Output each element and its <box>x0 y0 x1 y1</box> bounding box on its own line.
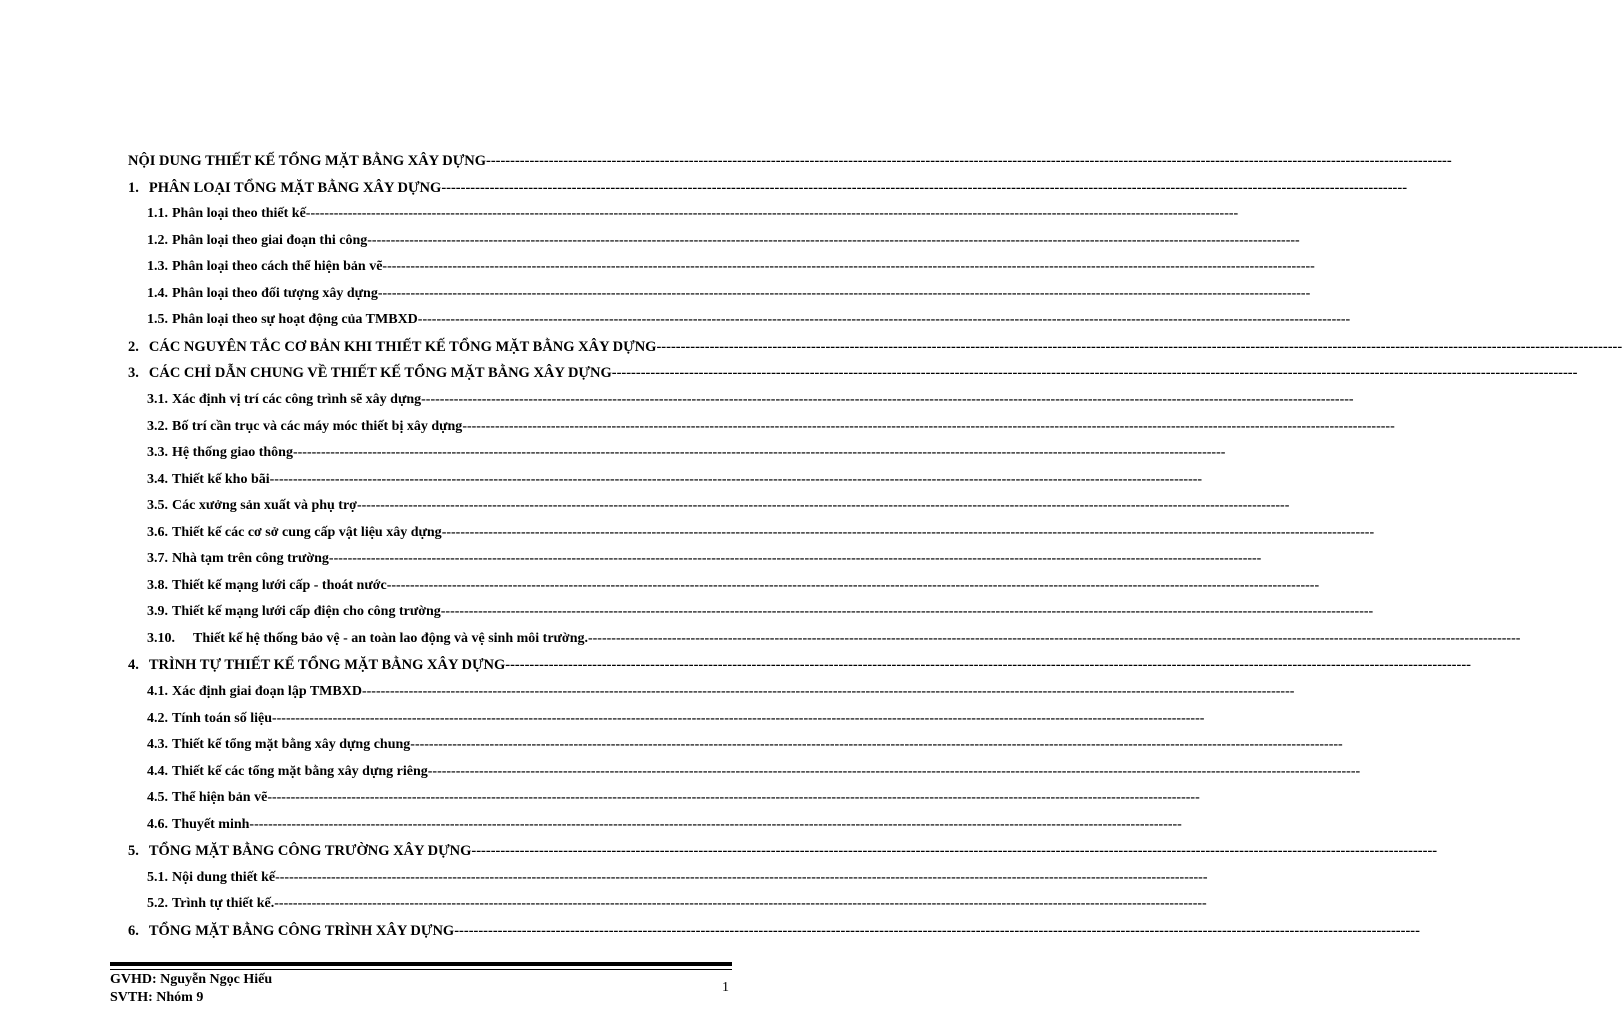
toc-dot-leader: -------------------------------------------------------------------------------------------------------------------------------------------------------------------------------------------------------- <box>249 816 1182 832</box>
toc-number: 4.1. <box>147 684 168 699</box>
toc-title: NỘI DUNG THIẾT KẾ TỔNG MẶT BẰNG XÂY DỰNG <box>128 153 486 169</box>
toc-title: CÁC NGUYÊN TẮC CƠ BẢN KHI THIẾT KẾ TỔNG MẶT BẰNG XÂY DỰNG <box>148 338 657 355</box>
toc-dot-leader: -------------------------------------------------------------------------------------------------------------------------------------------------------------------------------------------------------- <box>361 684 1295 699</box>
toc-dot-leader: -------------------------------------------------------------------------------------------------------------------------------------------------------------------------------------------------------- <box>305 206 1239 222</box>
toc-title: Thiết kế các cơ sở cung cấp vật liệu xây dựng <box>172 524 442 540</box>
toc-subentry[interactable] <box>147 470 1203 490</box>
toc-number: 4.5. <box>147 790 168 806</box>
toc-title: TỔNG MẶT BẰNG CÔNG TRƯỜNG XÂY DỰNG <box>148 843 472 860</box>
toc-subentry[interactable] <box>147 815 1182 835</box>
toc-subentry[interactable] <box>147 788 1200 808</box>
toc-number: 5.1. <box>147 869 168 885</box>
toc-dot-leader: -------------------------------------------------------------------------------------------------------------------------------------------------------------------------------------------------------- <box>440 604 1374 620</box>
toc-number: 1.1. <box>147 206 168 222</box>
toc-number: 5.2. <box>147 896 168 912</box>
toc-title: PHÂN LOẠI TỔNG MẶT BẰNG XÂY DỰNG <box>148 179 442 196</box>
toc-dot-leader: -------------------------------------------------------------------------------------------------------------------------------------------------------------------------------------------------------- <box>441 179 1408 196</box>
toc-entry[interactable] <box>128 363 1578 383</box>
toc-dot-leader: -------------------------------------------------------------------------------------------------------------------------------------------------------------------------------------------------------- <box>441 524 1375 540</box>
toc-title: Phân loại theo cách thể hiện bản vẽ <box>172 259 383 275</box>
toc-dot-leader: -------------------------------------------------------------------------------------------------------------------------------------------------------------------------------------------------------- <box>505 657 1471 674</box>
toc-title: Trình tự thiết kế. <box>172 896 275 912</box>
toc-subentry[interactable] <box>147 523 1375 543</box>
toc-subentry[interactable] <box>147 735 1343 755</box>
toc-subentry[interactable] <box>147 257 1315 277</box>
toc-dot-leader: -------------------------------------------------------------------------------------------------------------------------------------------------------------------------------------------------------- <box>382 259 1315 275</box>
toc-entry[interactable] <box>128 841 1438 861</box>
toc-entry[interactable] <box>128 337 1622 357</box>
toc-subentry[interactable] <box>147 310 1351 330</box>
toc-title: Thiết kế kho bãi <box>172 471 270 487</box>
toc-number: 4.2. <box>147 710 168 726</box>
toc-subentry[interactable] <box>147 390 1354 410</box>
toc-dot-leader: -------------------------------------------------------------------------------------------------------------------------------------------------------------------------------------------------------- <box>410 737 1343 753</box>
toc-subentry[interactable] <box>147 894 1207 914</box>
toc-number: 1.5. <box>147 312 168 328</box>
toc-dot-leader: -------------------------------------------------------------------------------------------------------------------------------------------------------------------------------------------------------- <box>462 418 1395 434</box>
toc-dot-leader: -------------------------------------------------------------------------------------------------------------------------------------------------------------------------------------------------------- <box>611 365 1578 382</box>
toc-title: Thiết kế mạng lưới cấp - thoát nước <box>172 577 387 593</box>
toc-title: Phân loại theo sự hoạt động của TMBXD <box>172 312 418 328</box>
footer-divider-thick <box>110 962 732 966</box>
toc-number: 4.4. <box>147 763 168 779</box>
toc-title: Hệ thống giao thông <box>172 445 293 461</box>
toc-dot-leader: -------------------------------------------------------------------------------------------------------------------------------------------------------------------------------------------------------- <box>367 232 1300 248</box>
toc-title: Bố trí cần trục và các máy móc thiết bị xây dựng <box>172 418 463 434</box>
toc-subentry[interactable] <box>147 496 1290 516</box>
toc-title: Thuyết minh <box>172 816 250 832</box>
toc-subentry[interactable] <box>147 549 1262 569</box>
toc-number: 3.9. <box>147 604 168 620</box>
toc-entry[interactable] <box>128 655 1471 675</box>
toc-dot-leader: -------------------------------------------------------------------------------------------------------------------------------------------------------------------------------------------------------- <box>485 153 1452 169</box>
toc-subentry[interactable] <box>147 762 1361 782</box>
toc-title: Các xưởng sản xuất và phụ trợ <box>172 498 357 514</box>
toc-title: Phân loại theo giai đoạn thi công <box>172 232 368 248</box>
toc-subentry[interactable] <box>147 231 1300 251</box>
toc-dot-leader: -------------------------------------------------------------------------------------------------------------------------------------------------------------------------------------------------------- <box>386 577 1320 593</box>
toc-number: 3.6. <box>147 524 168 540</box>
toc-dot-leader: -------------------------------------------------------------------------------------------------------------------------------------------------------------------------------------------------------- <box>269 471 1203 487</box>
toc-title: Thiết kế các tổng mặt bằng xây dựng riêng <box>172 763 428 779</box>
page-number: 1 <box>722 980 729 995</box>
toc-title: Xác định vị trí các công trình sẽ xây dựng <box>172 391 422 407</box>
toc-number: 3.2. <box>147 418 168 434</box>
toc-subentry[interactable] <box>147 682 1295 702</box>
toc-title: Nhà tạm trên công trường <box>172 551 329 567</box>
toc-number: 3. <box>128 365 139 382</box>
footer-divider-thin <box>110 969 732 970</box>
footer-students: SVTH: Nhóm 9 <box>110 990 204 1005</box>
toc-dot-leader: -------------------------------------------------------------------------------------------------------------------------------------------------------------------------------------------------------- <box>377 285 1311 301</box>
toc-number: 3.3. <box>147 445 168 461</box>
toc-subentry[interactable] <box>147 443 1226 463</box>
toc-number: 4.3. <box>147 737 168 753</box>
toc-subentry[interactable] <box>147 709 1205 729</box>
toc-number: 2. <box>128 338 139 355</box>
toc-entry[interactable] <box>128 151 1452 171</box>
toc-dot-leader: -------------------------------------------------------------------------------------------------------------------------------------------------------------------------------------------------------- <box>454 922 1420 939</box>
toc-number: 3.8. <box>147 577 168 593</box>
toc-number: 1.3. <box>147 259 168 275</box>
toc-dot-leader: -------------------------------------------------------------------------------------------------------------------------------------------------------------------------------------------------------- <box>471 843 1438 860</box>
footer-advisor: GVHD: Nguyễn Ngọc Hiếu <box>110 972 273 987</box>
toc-dot-leader: -------------------------------------------------------------------------------------------------------------------------------------------------------------------------------------------------------- <box>356 498 1290 514</box>
toc-title: Phân loại theo thiết kế <box>172 206 306 222</box>
toc-dot-leader: -------------------------------------------------------------------------------------------------------------------------------------------------------------------------------------------------------- <box>656 338 1622 355</box>
toc-subentry[interactable] <box>147 629 1521 649</box>
toc-dot-leader: -------------------------------------------------------------------------------------------------------------------------------------------------------------------------------------------------------- <box>421 391 1354 407</box>
toc-title: Thể hiện bản vẽ <box>172 790 268 806</box>
toc-number: 3.10. <box>147 630 175 646</box>
toc-dot-leader: -------------------------------------------------------------------------------------------------------------------------------------------------------------------------------------------------------- <box>417 312 1351 328</box>
toc-title: Thiết kế hệ thống bảo vệ - an toàn lao động và vệ sinh môi trường. <box>193 630 588 646</box>
toc-subentry[interactable] <box>147 602 1374 622</box>
toc-number: 3.7. <box>147 551 168 567</box>
toc-title: Nội dung thiết kế <box>172 869 276 885</box>
toc-number: 5. <box>128 843 139 860</box>
toc-dot-leader: -------------------------------------------------------------------------------------------------------------------------------------------------------------------------------------------------------- <box>587 630 1521 646</box>
toc-subentry[interactable] <box>147 417 1395 437</box>
toc-entry[interactable] <box>128 921 1420 941</box>
toc-number: 3.4. <box>147 471 168 487</box>
toc-number: 3.5. <box>147 498 168 514</box>
toc-number: 4.6. <box>147 816 168 832</box>
toc-dot-leader: -------------------------------------------------------------------------------------------------------------------------------------------------------------------------------------------------------- <box>427 763 1361 779</box>
toc-dot-leader: -------------------------------------------------------------------------------------------------------------------------------------------------------------------------------------------------------- <box>274 896 1207 912</box>
toc-title: Thiết kế mạng lưới cấp điện cho công trường <box>172 604 441 620</box>
toc-subentry[interactable] <box>147 204 1239 224</box>
toc-title: Xác định giai đoạn lập TMBXD <box>172 684 362 699</box>
toc-number: 1.2. <box>147 232 168 248</box>
toc-number: 1.4. <box>147 285 168 301</box>
toc-entry[interactable] <box>128 178 1408 198</box>
toc-title: Tính toán số liệu <box>172 710 272 726</box>
toc-subentry[interactable] <box>147 284 1311 304</box>
toc-dot-leader: -------------------------------------------------------------------------------------------------------------------------------------------------------------------------------------------------------- <box>267 790 1200 806</box>
toc-title: TỔNG MẶT BẰNG CÔNG TRÌNH XÂY DỰNG <box>148 922 455 939</box>
toc-dot-leader: -------------------------------------------------------------------------------------------------------------------------------------------------------------------------------------------------------- <box>275 869 1208 885</box>
toc-number: 3.1. <box>147 391 168 407</box>
toc-number: 1. <box>128 179 139 196</box>
toc-dot-leader: -------------------------------------------------------------------------------------------------------------------------------------------------------------------------------------------------------- <box>328 551 1262 567</box>
toc-title: Phân loại theo đối tượng xây dựng <box>172 285 378 301</box>
toc-number: 4. <box>128 657 139 674</box>
toc-subentry[interactable] <box>147 868 1208 888</box>
toc-title: TRÌNH TỰ THIẾT KẾ TỔNG MẶT BẰNG XÂY DỰNG <box>148 657 506 674</box>
toc-dot-leader: -------------------------------------------------------------------------------------------------------------------------------------------------------------------------------------------------------- <box>292 445 1226 461</box>
toc-dot-leader: -------------------------------------------------------------------------------------------------------------------------------------------------------------------------------------------------------- <box>271 710 1205 726</box>
toc-number: 6. <box>128 922 139 939</box>
toc-title: Thiết kế tổng mặt bằng xây dựng chung <box>172 737 411 753</box>
toc-subentry[interactable] <box>147 576 1320 596</box>
toc-title: CÁC CHỈ DẪN CHUNG VỀ THIẾT KẾ TỔNG MẶT BẰNG XÂY DỰNG <box>148 365 612 382</box>
